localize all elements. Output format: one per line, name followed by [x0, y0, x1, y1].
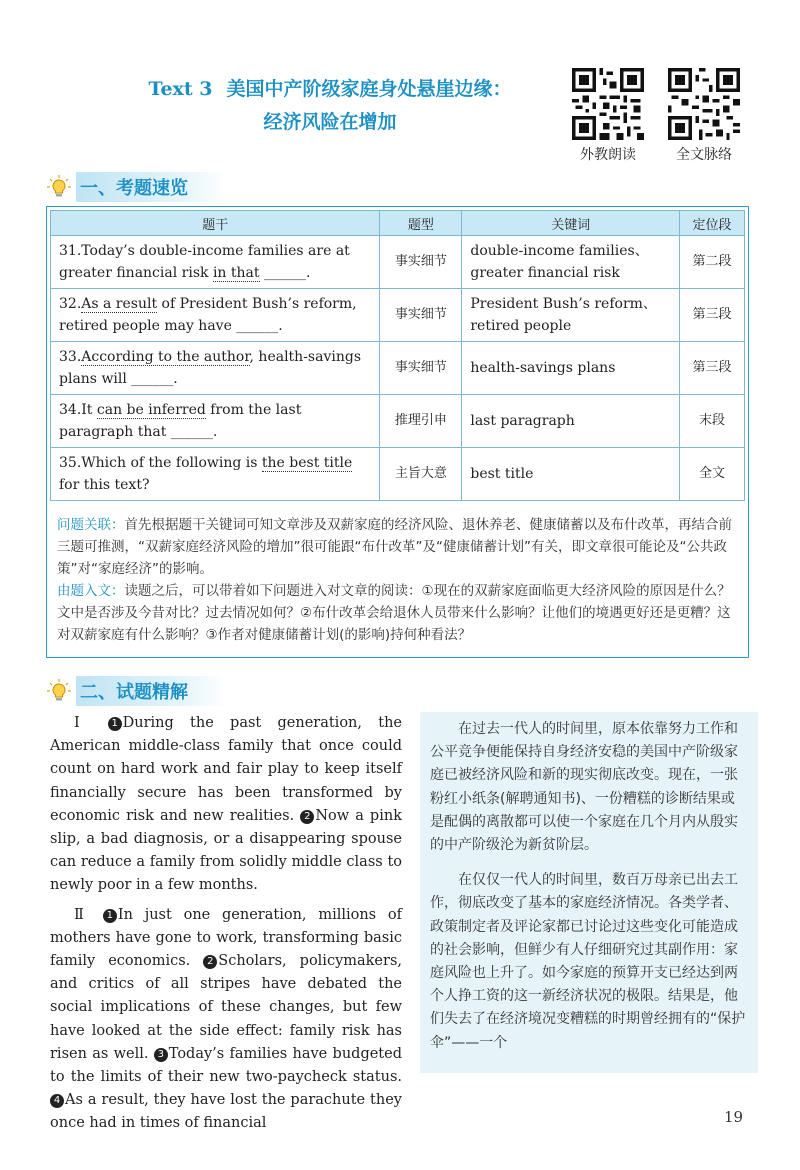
question-stem: 31.Today’s double-income families are at greater financial risk in that ______.	[51, 236, 380, 289]
question-location: 全文	[680, 448, 745, 501]
qr-code-icon[interactable]	[668, 68, 740, 140]
translation-paragraph-1: 在过去一代人的时间里，原本依靠努力工作和公平竞争便能保持自身经济安稳的美国中产阶级家庭已被经济风险和新的现实彻底改变。现在，一张粉红小纸条(解聘通知书)、一份糟糕的诊断结果或是配偶的离散都可以使一个家庭在几个月内从殷实的中产阶级沦为新贫阶层。	[430, 721, 738, 854]
note-label: 问题关联：	[57, 517, 125, 533]
paragraph-mark: Ⅰ	[74, 715, 92, 731]
english-passage	[50, 712, 402, 1142]
section-title: 二、试题精解	[76, 676, 228, 706]
column-header: 关键词	[462, 211, 680, 236]
sentence: During the past generation, the American middle-class family that once could count on hard work and fair play to keep itself financially secure has been transformed by economic risk and new realities.	[50, 715, 403, 824]
title-line-1: 美国中产阶级家庭身处悬崖边缘：	[226, 78, 512, 100]
sentence-number-badge: 2	[203, 955, 217, 969]
sentence: Today’s families have budgeted to the limits of their new two-paycheck status.	[50, 1045, 402, 1086]
question-location: 末段	[680, 395, 745, 448]
question-connection-note: 问题关联：首先根据题干关键词可知文章涉及双薪家庭的经济风险、退休养老、健康储蓄以及布什改革，再结合前三题可推测，“双薪家庭经济风险的增加”很可能跟“布什改革”及“健康储蓄计划”有关，即文章很可能论及“公共政策”对“家庭经济”的影响。	[57, 517, 732, 577]
page-number: 19	[724, 1108, 744, 1126]
paragraph-2	[50, 904, 402, 1136]
question-keyword: in that	[212, 265, 260, 281]
column-header: 定位段	[680, 211, 745, 236]
section-header-analysis	[46, 678, 228, 704]
question-keyword: can be inferred	[96, 402, 206, 418]
question-type: 事实细节	[380, 342, 462, 395]
sentence-number-badge: 1	[108, 717, 122, 731]
sentence: Scholars, policymakers, and critics of all stripes have debated the social implications of these changes, but few have looked at the side effect: family risk has risen as well.	[50, 953, 402, 1062]
qr-label-reading: 外教朗读	[580, 147, 636, 163]
question-keyword: the best title	[261, 455, 353, 471]
qr-label-outline: 全文脉络	[676, 147, 732, 163]
article-title	[120, 74, 540, 134]
question-stem: 35.Which of the following is the best title for this text?	[51, 448, 380, 501]
table-row	[51, 342, 745, 395]
sentence: Now a pink slip, a bad diagnosis, or a disappearing spouse can reduce a family from solidly middle class to newly poor in a few months.	[50, 807, 402, 894]
question-keywords: President Bush’s reform、retired people	[462, 289, 680, 342]
question-keywords: double-income families、greater financial risk	[462, 236, 680, 289]
column-header: 题干	[51, 211, 380, 236]
table-row	[51, 448, 745, 501]
question-keywords: last paragraph	[462, 395, 680, 448]
table-row	[51, 395, 745, 448]
chinese-translation	[420, 712, 758, 1073]
question-type: 事实细节	[380, 289, 462, 342]
title-line-2: 经济风险在增加	[263, 111, 397, 133]
overview-box	[46, 206, 749, 658]
column-header: 题型	[380, 211, 462, 236]
question-type: 主旨大意	[380, 448, 462, 501]
paragraph-1	[50, 712, 402, 898]
question-keywords: best title	[462, 448, 680, 501]
qr-code-icon[interactable]	[572, 68, 644, 140]
sentence-number-badge: 4	[50, 1094, 64, 1108]
table-header-row	[51, 211, 745, 236]
section-title: 一、考题速览	[76, 172, 228, 202]
sentence-number-badge: 2	[300, 810, 314, 824]
paragraph-mark: Ⅱ	[74, 906, 92, 923]
section-header-overview	[46, 174, 228, 200]
reading-guide-note: 由题入文：读题之后，可以带着如下问题进入对文章的阅读：①现在的双薪家庭面临更大经济风险的原因是什么？文中是否涉及今昔对比？过去情况如何？②布什改革会给退休人员带来什么影响？让他们的境遇更好还是更糟？这对双薪家庭有什么影响？③作者对健康储蓄计划(的影响)持何种看法？	[57, 583, 731, 643]
sentence-number-badge: 3	[154, 1048, 168, 1062]
table-row	[51, 289, 745, 342]
translation-paragraph-2: 在仅仅一代人的时间里，数百万母亲已出去工作，彻底改变了基本的家庭经济情况。各类学者、政策制定者及评论家都已讨论过这些变化可能造成的社会影响，但鲜少有人仔细研究过其副作用：家庭风险也上升了。如今家庭的预算开支已经达到两个人挣工资的这一新经济状况的极限。结果是，他们失去了在经济境况变糟糕的时期曾经拥有的“保护伞”——一个	[430, 872, 746, 1051]
question-keyword: According to the author	[81, 349, 250, 365]
sentence: In just one generation, millions of mothers have gone to work, transforming basic family economics.	[50, 906, 403, 970]
lightbulb-icon	[46, 678, 72, 704]
question-location: 第三段	[680, 289, 745, 342]
question-keyword: As a result	[81, 296, 158, 312]
note-label: 由题入文：	[57, 583, 125, 599]
question-stem: 33.According to the author, health-savings plans will ______.	[51, 342, 380, 395]
text-label: Text 3	[148, 78, 213, 100]
reading-notes	[57, 514, 743, 646]
question-type: 事实细节	[380, 236, 462, 289]
question-location: 第二段	[680, 236, 745, 289]
question-table	[50, 210, 745, 501]
sentence-number-badge: 1	[103, 909, 117, 923]
question-keywords: health-savings plans	[462, 342, 680, 395]
table-row	[51, 236, 745, 289]
question-type: 推理引申	[380, 395, 462, 448]
sentence: As a result, they have lost the parachute they once had in times of financial	[50, 1092, 402, 1132]
question-location: 第三段	[680, 342, 745, 395]
question-stem: 32.As a result of President Bush’s reform, retired people may have ______.	[51, 289, 380, 342]
question-stem: 34.It can be inferred from the last paragraph that ______.	[51, 395, 380, 448]
lightbulb-icon	[46, 174, 72, 200]
